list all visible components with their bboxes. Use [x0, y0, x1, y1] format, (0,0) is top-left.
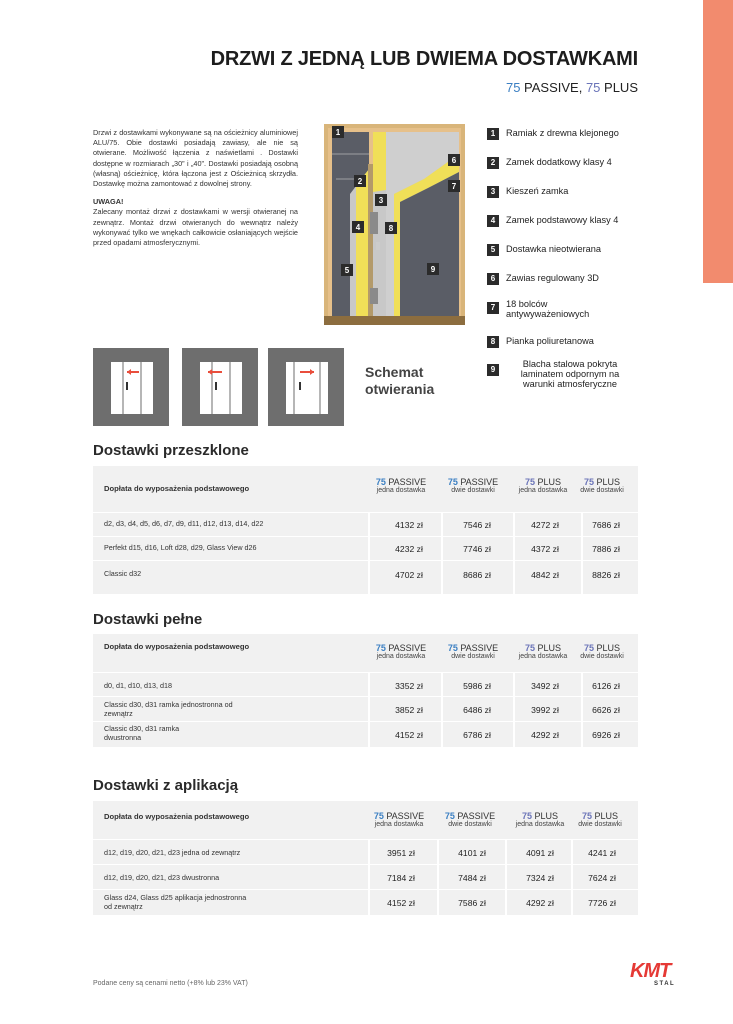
legend-number: 7: [487, 302, 499, 314]
price-cell: 7686 zł: [592, 520, 620, 530]
diagram-marker-8: 8: [388, 224, 394, 233]
table-row: [93, 889, 638, 915]
price-cell: 7746 zł: [463, 544, 491, 554]
scheme-inward-opening-icon: [93, 348, 169, 426]
legend-text: Pianka poliuretanowa: [506, 336, 594, 346]
price-cell: 4842 zł: [531, 570, 559, 580]
column-header: 75 PASSIVE jedna dostawka: [375, 477, 427, 494]
column-header: 75 PASSIVE dwie dostawki: [444, 811, 496, 828]
row-label: Classic d30, d31 ramka dwustronna: [104, 724, 180, 742]
scheme-double-opening-icon: [268, 348, 344, 426]
table-row: [93, 672, 638, 696]
price-cell: 7726 zł: [588, 898, 616, 908]
row-label: d2, d3, d4, d5, d6, d7, d9, d11, d12, d13, d14, d22: [104, 519, 264, 528]
diagram-marker-3: 3: [378, 196, 384, 205]
price-cell: 3352 zł: [395, 681, 423, 691]
table-row: [93, 864, 638, 889]
table-row: [93, 839, 638, 864]
row-label: d12, d19, d20, d21, d23 jedna od zewnątrz: [104, 848, 241, 857]
table-row: [93, 560, 638, 594]
table-header: [93, 634, 638, 672]
row-label: Glass d24, Glass d25 aplikacja jednostronna od zewnątrz: [104, 893, 247, 911]
legend-text: Zamek podstawowy klasy 4: [506, 215, 619, 225]
intro-text: [93, 128, 298, 248]
price-cell: 6626 zł: [592, 705, 620, 715]
legend-text: Blacha stalowa pokryta laminatem odpornym na warunki atmosferyczne: [520, 359, 620, 389]
legend-number: 9: [487, 364, 499, 376]
row-label: Classic d30, d31 ramka jednostronna od zewnątrz: [104, 700, 233, 718]
column-header: 75 PLUS dwie dostawki: [580, 477, 624, 494]
subtitle-word-passive: PASSIVE,: [520, 80, 586, 95]
price-table-applique: [93, 801, 638, 915]
price-cell: 8826 zł: [592, 570, 620, 580]
legend-item: [487, 215, 618, 227]
column-header: 75 PASSIVE dwie dostawki: [447, 477, 499, 494]
diagram-marker-4: 4: [355, 223, 361, 232]
table-header: [93, 466, 638, 512]
column-header: 75 PLUS jedna dostawka: [515, 811, 565, 828]
price-cell: 4292 zł: [526, 898, 554, 908]
price-cell: 6486 zł: [463, 705, 491, 715]
legend-number: 8: [487, 336, 499, 348]
legend-text: 18 bolców antywyważeniowych: [506, 299, 590, 319]
price-cell: 4241 zł: [588, 848, 616, 858]
column-header: 75 PASSIVE jedna dostawka: [375, 643, 427, 660]
legend-item: [487, 157, 612, 169]
row-label: d12, d19, d20, d21, d23 dwustronna: [104, 873, 220, 882]
row-label: Perfekt d15, d16, Loft d28, d29, Glass View d26: [104, 543, 257, 552]
legend-item: [487, 299, 596, 319]
table-row: [93, 512, 638, 536]
price-cell: 7184 zł: [387, 873, 415, 883]
column-header: 75 PLUS jedna dostawka: [518, 477, 568, 494]
logo-main-text: KMT: [630, 960, 671, 982]
subtitle-num-plus: 75: [585, 80, 601, 95]
price-cell: 7484 zł: [458, 873, 486, 883]
price-cell: 4152 zł: [387, 898, 415, 908]
column-header: 75 PLUS jedna dostawka: [518, 643, 568, 660]
table-header: [93, 801, 638, 839]
row-label: d0, d1, d10, d13, d18: [104, 681, 172, 690]
legend-item: [487, 273, 599, 285]
diagram-marker-5: 5: [344, 266, 350, 275]
column-header: 75 PASSIVE dwie dostawki: [447, 643, 499, 660]
price-cell: 3492 zł: [531, 681, 559, 691]
price-cell: 3992 zł: [531, 705, 559, 715]
warning-title: UWAGA!: [93, 197, 124, 207]
price-table-glazed: [93, 466, 638, 594]
intro-paragraph: Drzwi z dostawkami wykonywane są na ościeżnicy aluminiowej ALU/75. Obie dostawki posiadają zawiasy, ale nie są otwierane. Możliwość łączenia z naświetlami . Dostawki dostępne w rozmiarach „30” i „40”. Dostawki posiadają osobną (własną) ościeżnicę, która łączona jest z Ościeżnicą skrzydła. Dostawkę można zamontować z dowolnej strony.: [93, 128, 298, 189]
legend-text: Dostawka nieotwierana: [506, 244, 601, 254]
price-cell: 6926 zł: [592, 730, 620, 740]
section-title-applique: Dostawki z aplikacją: [93, 777, 239, 794]
legend-text: Ramiak z drewna klejonego: [506, 128, 619, 138]
column-header: 75 PLUS dwie dostawki: [580, 643, 624, 660]
legend-number: 3: [487, 186, 499, 198]
legend-item: [487, 244, 601, 256]
price-cell: 4232 zł: [395, 544, 423, 554]
price-cell: 4132 zł: [395, 520, 423, 530]
legend-item: [487, 128, 619, 140]
table-row: [93, 721, 638, 747]
price-cell: 3951 zł: [387, 848, 415, 858]
price-cell: 7586 zł: [458, 898, 486, 908]
price-cell: 7886 zł: [592, 544, 620, 554]
kmt-stal-logo: [630, 960, 698, 990]
vat-footnote: Podane ceny są cenami netto (+8% lub 23% VAT): [93, 980, 248, 987]
price-cell: 5986 zł: [463, 681, 491, 691]
diagram-marker-6: 6: [451, 156, 457, 165]
price-cell: 4292 zł: [531, 730, 559, 740]
section-title-solid: Dostawki pełne: [93, 611, 203, 628]
header-label: Dopłata do wyposażenia podstawowego: [104, 812, 250, 821]
price-cell: 4702 zł: [395, 570, 423, 580]
legend-item: [487, 186, 568, 198]
price-cell: 8686 zł: [463, 570, 491, 580]
price-cell: 7624 zł: [588, 873, 616, 883]
page-subtitle: [0, 80, 638, 95]
table-row: [93, 696, 638, 721]
diagram-marker-9: 9: [430, 265, 436, 274]
legend-text: Kieszeń zamka: [506, 186, 569, 196]
page-title: DRZWI Z JEDNĄ LUB DWIEMA DOSTAWKAMI: [210, 48, 638, 70]
price-cell: 4372 zł: [531, 544, 559, 554]
header-label: Dopłata do wyposażenia podstawowego: [104, 642, 250, 651]
legend-number: 6: [487, 273, 499, 285]
header-label: Dopłata do wyposażenia podstawowego: [104, 484, 250, 493]
diagram-marker-7: 7: [451, 182, 457, 191]
price-cell: 6126 zł: [592, 681, 620, 691]
legend-number: 1: [487, 128, 499, 140]
warning-text: Zalecany montaż drzwi z dostawkami w wersji otwieranej na zewnątrz. Montaż drzwi otwieranych do wewnątrz należy wykonywać tylko we wnękach całkowicie osłaniających wejście przed opadami atmosferycznymi.: [93, 207, 298, 248]
side-accent-tab: [703, 0, 733, 283]
legend-number: 4: [487, 215, 499, 227]
column-header: 75 PASSIVE jedna dostawka: [373, 811, 425, 828]
section-title-glazed: Dostawki przeszklone: [93, 442, 249, 459]
diagram-marker-2: 2: [357, 177, 363, 186]
price-cell: 3852 zł: [395, 705, 423, 715]
subtitle-num-passive: 75: [505, 80, 521, 95]
column-header: 75 PLUS dwie dostawki: [578, 811, 622, 828]
subtitle-word-plus: PLUS: [600, 80, 638, 95]
door-cross-section-diagram: [324, 124, 465, 325]
legend-item: [487, 359, 634, 389]
legend-number: 2: [487, 157, 499, 169]
scheme-label: Schemat otwierania: [365, 364, 435, 397]
price-cell: 6786 zł: [463, 730, 491, 740]
diagram-marker-1: 1: [335, 128, 341, 137]
scheme-right-opening-icon: [182, 348, 258, 426]
price-cell: 4091 zł: [526, 848, 554, 858]
legend-item: [487, 336, 594, 348]
price-cell: 4272 zł: [531, 520, 559, 530]
price-cell: 7324 zł: [526, 873, 554, 883]
price-cell: 4101 zł: [458, 848, 486, 858]
price-cell: 7546 zł: [463, 520, 491, 530]
table-row: [93, 536, 638, 560]
legend-text: Zawias regulowany 3D: [506, 273, 599, 283]
logo-sub-text: STAL: [654, 981, 676, 987]
legend-text: Zamek dodatkowy klasy 4: [506, 157, 612, 167]
price-table-solid: [93, 634, 638, 747]
price-cell: 4152 zł: [395, 730, 423, 740]
legend-number: 5: [487, 244, 499, 256]
row-label: Classic d32: [104, 569, 142, 578]
